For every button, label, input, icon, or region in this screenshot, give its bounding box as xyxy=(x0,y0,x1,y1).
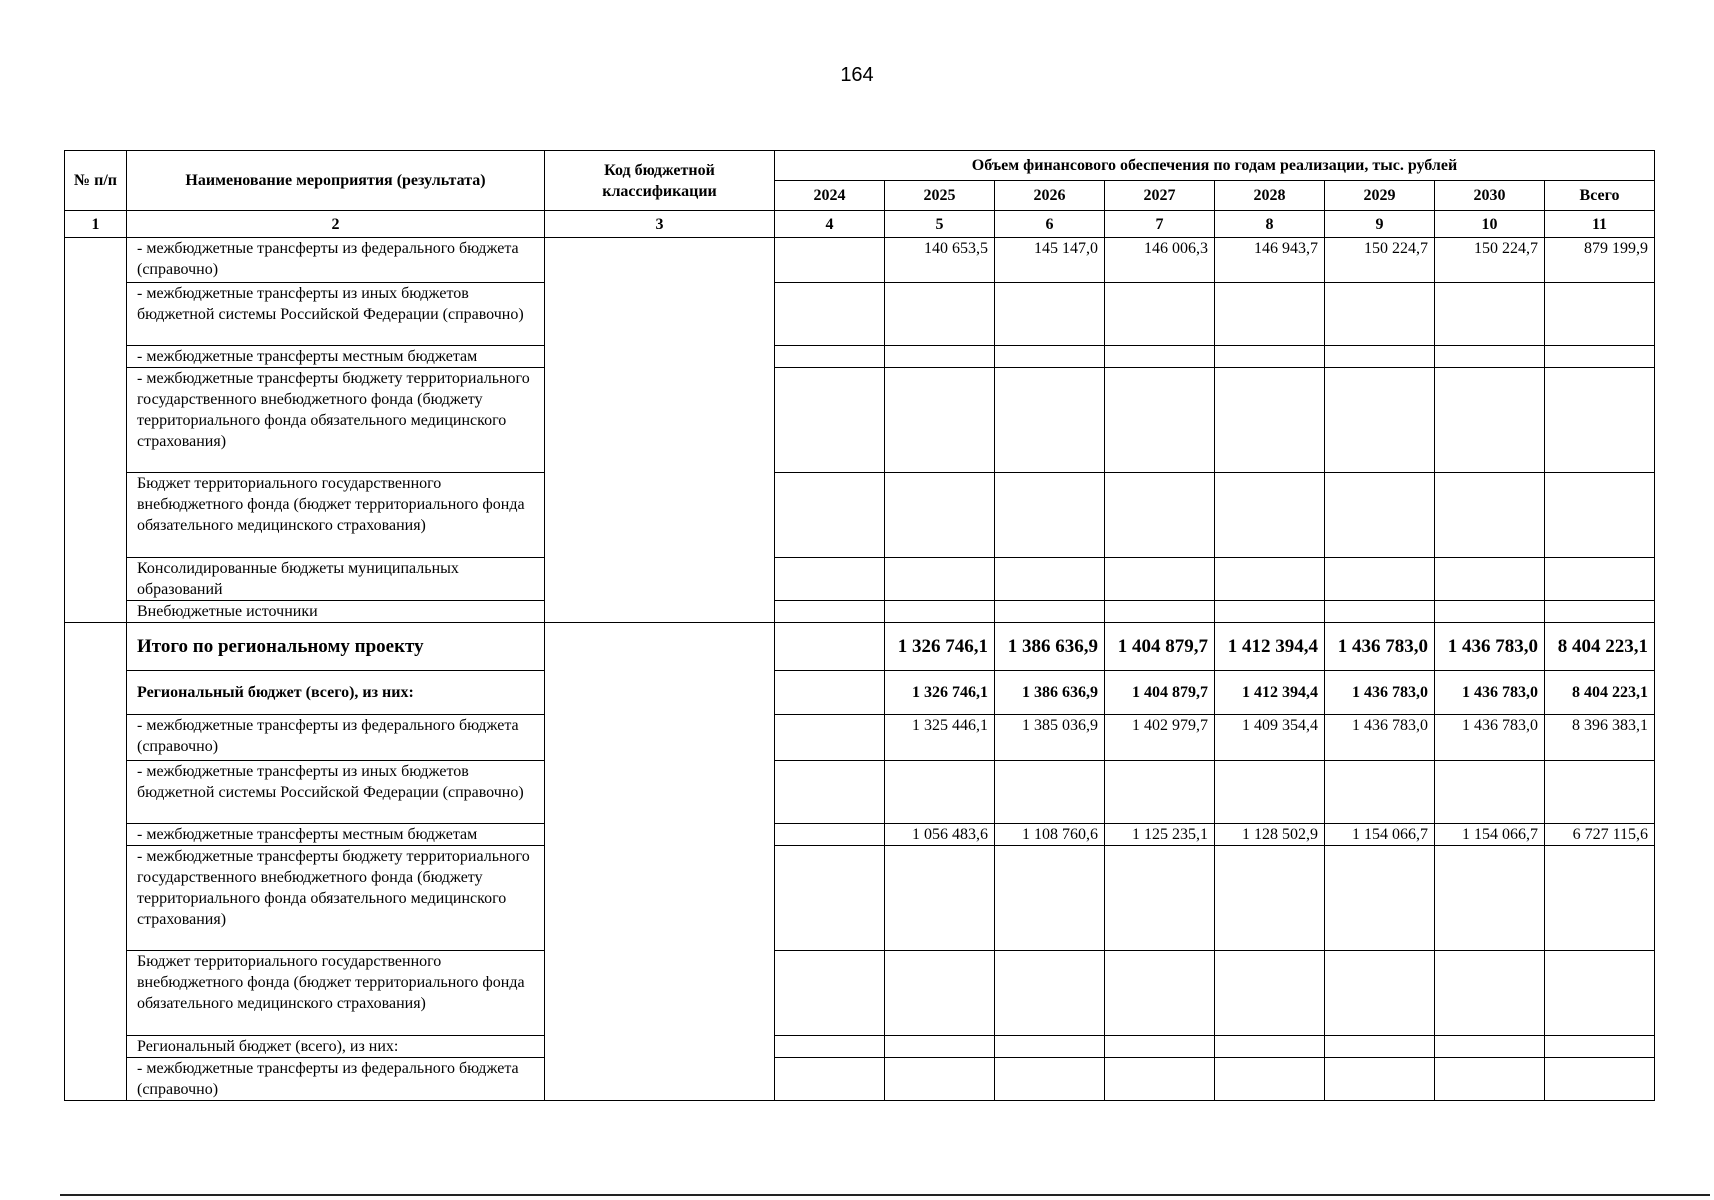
value-cell: 1 436 783,0 xyxy=(1325,715,1435,761)
value-cell: 1 436 783,0 xyxy=(1325,671,1435,715)
row-name: - межбюджетные трансферты из иных бюджетов бюджетной системы Российской Федерации (справочно) xyxy=(127,283,545,346)
value-cell xyxy=(775,715,885,761)
row-name: - межбюджетные трансферты местным бюджетам xyxy=(127,824,545,846)
value-cell xyxy=(885,558,995,601)
row-name: Бюджет территориального государственного внебюджетного фонда (бюджет территориального фонда обязательного медицинского страхования) xyxy=(127,951,545,1036)
value-cell xyxy=(1435,473,1545,558)
value-cell xyxy=(1435,846,1545,951)
table-row xyxy=(65,623,1655,671)
header-year: 2030 xyxy=(1435,181,1545,211)
header-code: Код бюджетной классификации xyxy=(545,151,775,211)
page-number: 164 xyxy=(840,64,874,86)
row-name: - межбюджетные трансферты бюджету территориального государственного внебюджетного фонда (бюджету территориального фонда обязательного медицинского страхования) xyxy=(127,368,545,473)
total-cell xyxy=(1545,283,1655,346)
value-cell xyxy=(995,473,1105,558)
value-cell xyxy=(1435,951,1545,1036)
table-row xyxy=(65,846,1655,951)
value-cell: 1 402 979,7 xyxy=(1105,715,1215,761)
value-cell xyxy=(1435,761,1545,824)
value-cell: 1 128 502,9 xyxy=(1215,824,1325,846)
column-number: 8 xyxy=(1215,211,1325,238)
budget-table xyxy=(64,150,1655,1101)
column-number: 11 xyxy=(1545,211,1655,238)
value-cell xyxy=(1435,368,1545,473)
value-cell xyxy=(1215,846,1325,951)
value-cell xyxy=(775,283,885,346)
value-cell xyxy=(775,368,885,473)
value-cell xyxy=(995,846,1105,951)
value-cell xyxy=(775,623,885,671)
value-cell xyxy=(1325,473,1435,558)
value-cell xyxy=(1105,1058,1215,1101)
value-cell xyxy=(1325,846,1435,951)
value-cell xyxy=(885,601,995,623)
value-cell xyxy=(995,601,1105,623)
value-cell xyxy=(1215,1036,1325,1058)
total-cell: 879 199,9 xyxy=(1545,238,1655,283)
row-name: Итого по региональному проекту xyxy=(127,623,545,671)
value-cell xyxy=(775,1058,885,1101)
value-cell xyxy=(1325,1058,1435,1101)
table-row xyxy=(65,368,1655,473)
value-cell xyxy=(1215,368,1325,473)
value-cell xyxy=(1105,346,1215,368)
value-cell xyxy=(1215,346,1325,368)
total-cell xyxy=(1545,951,1655,1036)
value-cell xyxy=(775,473,885,558)
value-cell xyxy=(1215,951,1325,1036)
row-name: Региональный бюджет (всего), из них: xyxy=(127,1036,545,1058)
value-cell xyxy=(1325,368,1435,473)
column-number: 10 xyxy=(1435,211,1545,238)
total-cell xyxy=(1545,1036,1655,1058)
value-cell xyxy=(1215,283,1325,346)
total-cell xyxy=(1545,601,1655,623)
value-cell: 1 154 066,7 xyxy=(1325,824,1435,846)
value-cell xyxy=(885,951,995,1036)
value-cell: 140 653,5 xyxy=(885,238,995,283)
table-row xyxy=(65,1058,1655,1101)
header-total: Всего xyxy=(1545,181,1655,211)
table-row xyxy=(65,238,1655,283)
header-year: 2024 xyxy=(775,181,885,211)
value-cell xyxy=(775,951,885,1036)
table-row xyxy=(65,346,1655,368)
value-cell xyxy=(885,761,995,824)
value-cell xyxy=(1435,558,1545,601)
value-cell xyxy=(1105,846,1215,951)
value-cell xyxy=(1215,761,1325,824)
value-cell xyxy=(1105,283,1215,346)
row-name: - межбюджетные трансферты из федерального бюджета (справочно) xyxy=(127,238,545,283)
value-cell xyxy=(995,346,1105,368)
value-cell: 1 412 394,4 xyxy=(1215,623,1325,671)
value-cell xyxy=(995,951,1105,1036)
column-number: 6 xyxy=(995,211,1105,238)
value-cell: 1 125 235,1 xyxy=(1105,824,1215,846)
total-cell xyxy=(1545,1058,1655,1101)
value-cell xyxy=(1435,283,1545,346)
row-name: - межбюджетные трансферты из иных бюджетов бюджетной системы Российской Федерации (справочно) xyxy=(127,761,545,824)
value-cell xyxy=(1105,1036,1215,1058)
table-row xyxy=(65,473,1655,558)
num-cell xyxy=(65,238,127,623)
value-cell xyxy=(775,671,885,715)
value-cell xyxy=(1325,951,1435,1036)
value-cell xyxy=(1105,601,1215,623)
value-cell: 1 409 354,4 xyxy=(1215,715,1325,761)
value-cell xyxy=(1215,601,1325,623)
total-cell xyxy=(1545,346,1655,368)
total-cell xyxy=(1545,761,1655,824)
value-cell xyxy=(1215,558,1325,601)
value-cell: 1 404 879,7 xyxy=(1105,623,1215,671)
value-cell xyxy=(1105,951,1215,1036)
row-name: Региональный бюджет (всего), из них: xyxy=(127,671,545,715)
value-cell: 1 326 746,1 xyxy=(885,623,995,671)
value-cell xyxy=(1105,473,1215,558)
value-cell xyxy=(1105,558,1215,601)
value-cell xyxy=(775,824,885,846)
value-cell: 1 056 483,6 xyxy=(885,824,995,846)
value-cell: 1 325 446,1 xyxy=(885,715,995,761)
row-name: - межбюджетные трансферты бюджету территориального государственного внебюджетного фонда (бюджету территориального фонда обязательного медицинского страхования) xyxy=(127,846,545,951)
value-cell xyxy=(775,601,885,623)
row-name: Консолидированные бюджеты муниципальных образований xyxy=(127,558,545,601)
value-cell xyxy=(1105,761,1215,824)
value-cell: 146 006,3 xyxy=(1105,238,1215,283)
value-cell xyxy=(1325,1036,1435,1058)
column-number: 2 xyxy=(127,211,545,238)
header-volume: Объем финансового обеспечения по годам реализации, тыс. рублей xyxy=(775,151,1655,181)
value-cell xyxy=(1325,761,1435,824)
value-cell xyxy=(775,346,885,368)
header-num: № п/п xyxy=(65,151,127,211)
value-cell: 1 108 760,6 xyxy=(995,824,1105,846)
value-cell: 1 154 066,7 xyxy=(1435,824,1545,846)
table-row xyxy=(65,283,1655,346)
header-year: 2025 xyxy=(885,181,995,211)
value-cell xyxy=(995,283,1105,346)
total-cell xyxy=(1545,558,1655,601)
value-cell: 1 436 783,0 xyxy=(1435,671,1545,715)
value-cell: 1 386 636,9 xyxy=(995,623,1105,671)
table-row xyxy=(65,558,1655,601)
value-cell xyxy=(995,761,1105,824)
value-cell: 1 326 746,1 xyxy=(885,671,995,715)
code-cell xyxy=(545,623,775,1101)
value-cell xyxy=(885,473,995,558)
table-row xyxy=(65,671,1655,715)
table-row xyxy=(65,1036,1655,1058)
value-cell xyxy=(885,846,995,951)
total-cell: 8 404 223,1 xyxy=(1545,623,1655,671)
value-cell xyxy=(885,283,995,346)
value-cell xyxy=(995,1036,1105,1058)
value-cell xyxy=(995,558,1105,601)
header-year: 2029 xyxy=(1325,181,1435,211)
table-body xyxy=(65,211,1655,1101)
value-cell: 1 412 394,4 xyxy=(1215,671,1325,715)
row-name: Внебюджетные источники xyxy=(127,601,545,623)
value-cell xyxy=(885,368,995,473)
total-cell: 8 404 223,1 xyxy=(1545,671,1655,715)
total-cell: 8 396 383,1 xyxy=(1545,715,1655,761)
total-cell xyxy=(1545,846,1655,951)
value-cell: 1 436 783,0 xyxy=(1435,715,1545,761)
header-name: Наименование мероприятия (результата) xyxy=(127,151,545,211)
column-number: 7 xyxy=(1105,211,1215,238)
value-cell: 1 436 783,0 xyxy=(1325,623,1435,671)
value-cell: 1 404 879,7 xyxy=(1105,671,1215,715)
table-row xyxy=(65,715,1655,761)
value-cell xyxy=(1435,346,1545,368)
table-row xyxy=(65,951,1655,1036)
value-cell xyxy=(1215,473,1325,558)
column-number: 9 xyxy=(1325,211,1435,238)
value-cell xyxy=(775,238,885,283)
table-row xyxy=(65,601,1655,623)
value-cell: 1 386 636,9 xyxy=(995,671,1105,715)
total-cell xyxy=(1545,368,1655,473)
value-cell xyxy=(1325,283,1435,346)
value-cell xyxy=(775,1036,885,1058)
column-number: 4 xyxy=(775,211,885,238)
code-cell xyxy=(545,238,775,623)
header-year: 2027 xyxy=(1105,181,1215,211)
value-cell xyxy=(885,1058,995,1101)
value-cell xyxy=(1325,558,1435,601)
value-cell: 150 224,7 xyxy=(1435,238,1545,283)
value-cell: 1 385 036,9 xyxy=(995,715,1105,761)
value-cell xyxy=(995,1058,1105,1101)
value-cell xyxy=(1325,346,1435,368)
table-row xyxy=(65,824,1655,846)
value-cell xyxy=(1325,601,1435,623)
value-cell xyxy=(1435,601,1545,623)
row-name: Бюджет территориального государственного внебюджетного фонда (бюджет территориального фонда обязательного медицинского страхования) xyxy=(127,473,545,558)
value-cell xyxy=(775,846,885,951)
header-year: 2026 xyxy=(995,181,1105,211)
value-cell xyxy=(1435,1058,1545,1101)
value-cell xyxy=(995,368,1105,473)
value-cell: 150 224,7 xyxy=(1325,238,1435,283)
value-cell xyxy=(1215,1058,1325,1101)
total-cell: 6 727 115,6 xyxy=(1545,824,1655,846)
value-cell: 146 943,7 xyxy=(1215,238,1325,283)
row-name: - межбюджетные трансферты из федерального бюджета (справочно) xyxy=(127,1058,545,1101)
column-number: 3 xyxy=(545,211,775,238)
total-cell xyxy=(1545,473,1655,558)
value-cell xyxy=(1435,1036,1545,1058)
bottom-divider xyxy=(60,1194,1710,1196)
column-number: 1 xyxy=(65,211,127,238)
value-cell xyxy=(775,761,885,824)
table-row xyxy=(65,761,1655,824)
value-cell xyxy=(1105,368,1215,473)
value-cell: 145 147,0 xyxy=(995,238,1105,283)
row-name: - межбюджетные трансферты местным бюджетам xyxy=(127,346,545,368)
value-cell: 1 436 783,0 xyxy=(1435,623,1545,671)
column-number-row xyxy=(65,211,1655,238)
value-cell xyxy=(885,346,995,368)
row-name: - межбюджетные трансферты из федерального бюджета (справочно) xyxy=(127,715,545,761)
value-cell xyxy=(885,1036,995,1058)
num-cell xyxy=(65,623,127,1101)
column-number: 5 xyxy=(885,211,995,238)
value-cell xyxy=(775,558,885,601)
header-year: 2028 xyxy=(1215,181,1325,211)
